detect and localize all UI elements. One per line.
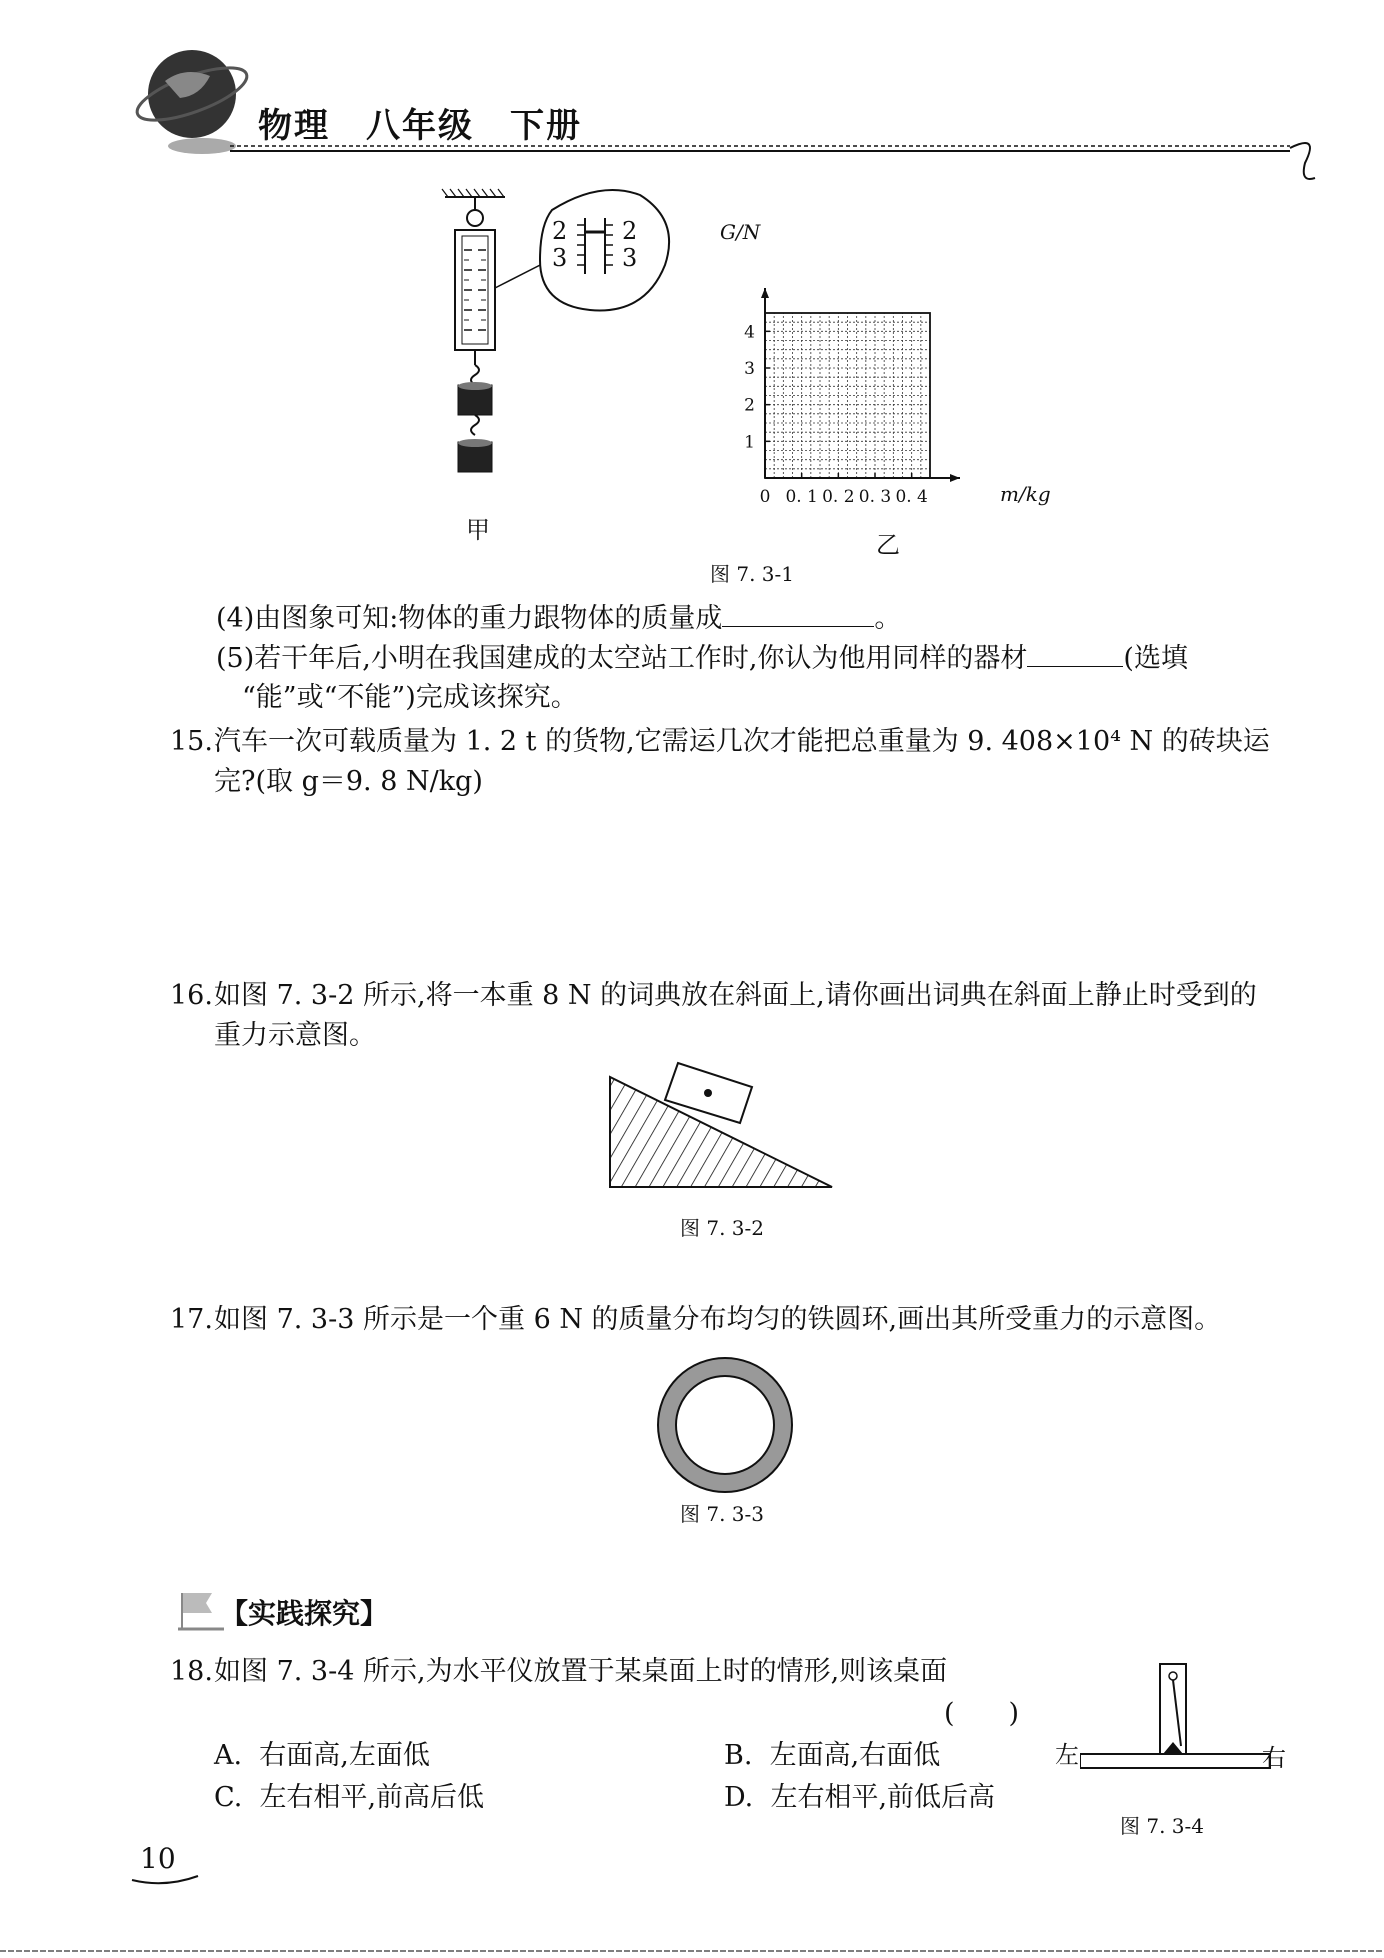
q14-part5-tail: (选填 (1123, 643, 1188, 674)
header-title: 物理 八年级 下册 (258, 106, 582, 146)
q16-caption: 图 7. 3-2 (680, 1216, 765, 1240)
y-tick-label: 2 (744, 395, 755, 416)
x-tick-label: 0 (759, 487, 771, 507)
magnified-right-bottom: 3 (622, 244, 638, 272)
q17-number: 17. (170, 1304, 213, 1335)
x-tick-label: 0. 3 (858, 487, 892, 507)
q14-part4-end: 。 (874, 603, 902, 634)
figure-label-yi: 乙 (876, 531, 900, 559)
q16-line1: 如图 7. 3-2 所示,将一本重 8 N 的词典放在斜面上,请你画出词典在斜面上静止时受到的 (214, 980, 1257, 1011)
q14-part5 (216, 638, 1188, 679)
q18-caption: 图 7. 3-4 (1120, 1814, 1205, 1838)
y-tick-label: 4 (744, 322, 755, 343)
incline-with-dictionary-illustration (600, 1055, 840, 1195)
y-tick-label: 1 (744, 432, 755, 453)
iron-ring-illustration (650, 1350, 800, 1500)
q18-option-c: C. 左右相平,前高后低 (214, 1782, 485, 1813)
q17-caption: 图 7. 3-3 (680, 1502, 765, 1526)
q17-line1: 如图 7. 3-3 所示是一个重 6 N 的质量分布均匀的铁圆环,画出其所受重力的示意图。 (214, 1304, 1222, 1335)
q14-part4-blank[interactable] (722, 598, 874, 627)
x-axis-arrow (950, 474, 960, 482)
x-tick-label: 0. 2 (822, 487, 855, 507)
q14-part4-text: (4)由图象可知:物体的重力跟物体的质量成 (216, 603, 723, 634)
q18-number: 18. (170, 1656, 213, 1687)
q18-right-label: 右 (1262, 1744, 1286, 1772)
q18-line1: 如图 7. 3-4 所示,为水平仪放置于某桌面上时的情形,则该桌面 (214, 1656, 948, 1687)
page-number: 10 (140, 1842, 176, 1875)
q16-line2: 重力示意图。 (214, 1020, 376, 1051)
y-tick-label: 3 (744, 359, 755, 379)
figure-label-jia: 甲 (466, 516, 490, 544)
figure-caption: 图 7. 3-1 (710, 562, 795, 586)
x-tick-label: 0. 4 (895, 487, 928, 507)
chart-xlabel: m/kg (1000, 482, 1051, 506)
x-tick-label: 0. 1 (785, 487, 818, 507)
q18-option-b: B. 左面高,右面低 (724, 1740, 941, 1771)
page-number-swoosh (130, 1872, 200, 1888)
section-flag-icon (176, 1585, 226, 1635)
q14-part4 (216, 598, 901, 639)
magnified-left-top: 2 (552, 217, 568, 245)
q14-part5-blank[interactable] (1027, 638, 1123, 667)
figure-7-3-1 (400, 180, 1100, 590)
section-title: 【实践探究】 (220, 1597, 389, 1630)
q15-line1: 汽车一次可载质量为 1. 2 t 的货物,它需运几次才能把总重量为 9. 408×10⁴ N 的砖块运 (214, 726, 1270, 757)
y-axis-arrow (761, 288, 769, 298)
q14-part5-text: (5)若干年后,小明在我国建成的太空站工作时,你认为他用同样的器材 (216, 643, 1028, 674)
page-header (0, 0, 1384, 170)
q15-number: 15. (170, 726, 213, 757)
q14-part5-line2: “能”或“不能”)完成该探究。 (242, 682, 578, 713)
q15-line2: 完?(取 g＝9. 8 N/kg) (214, 766, 483, 797)
q16-number: 16. (170, 980, 213, 1011)
q18-left-label: 左 (1055, 1741, 1079, 1769)
q18-option-d: D. 左右相平,前低后高 (724, 1782, 996, 1813)
magnified-right-top: 2 (622, 217, 638, 245)
level-instrument-illustration (1080, 1660, 1280, 1780)
q18-answer-paren[interactable]: ( ) (944, 1698, 1020, 1729)
magnified-left-bottom: 3 (552, 244, 568, 272)
q18-option-a: A. 右面高,左面低 (214, 1740, 430, 1771)
chart-ylabel: G/N (720, 220, 761, 244)
spring-scale-illustration (440, 180, 730, 480)
bottom-rule (0, 1948, 1384, 1954)
